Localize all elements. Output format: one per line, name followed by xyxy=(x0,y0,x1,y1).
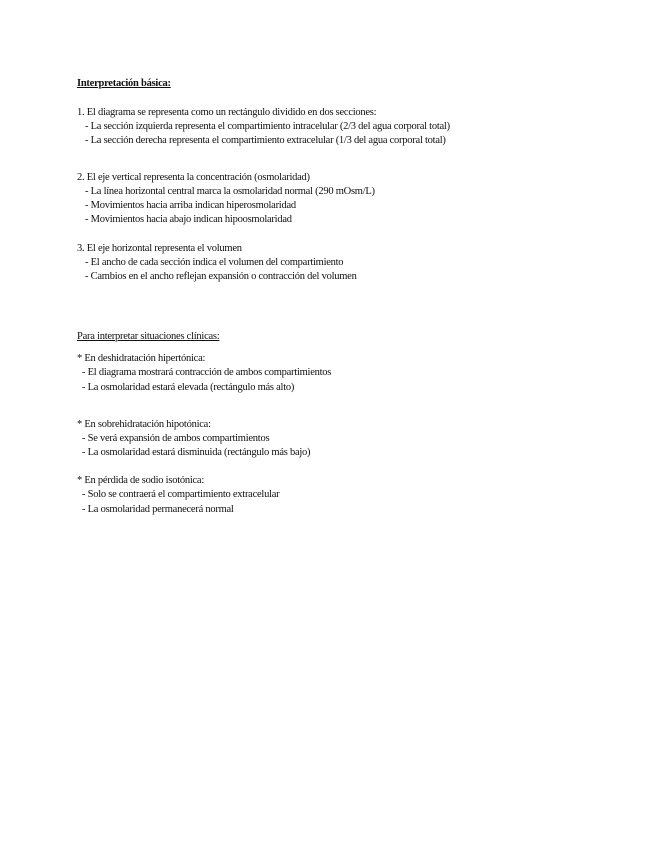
clinical-case-2-sub-2: - La osmolaridad estará disminuida (rectángulo más bajo) xyxy=(82,447,311,458)
clinical-case-2-sub-1: - Se verá expansión de ambos compartimientos xyxy=(82,433,270,444)
basic-item-2-sub-2: - Movimientos hacia arriba indican hiperosmolaridad xyxy=(85,200,296,211)
basic-item-3-sub-2: - Cambios en el ancho reflejan expansión o contracción del volumen xyxy=(85,271,357,282)
clinical-case-3-title: * En pérdida de sodio isotónica: xyxy=(77,475,205,486)
basic-item-1-sub-1: - La sección izquierda representa el compartimiento intracelular (2/3 del agua corporal total) xyxy=(85,121,450,132)
basic-item-1-sub-2: - La sección derecha representa el compartimiento extracelular (1/3 del agua corporal total) xyxy=(85,135,446,146)
basic-item-3-sub-1: - El ancho de cada sección indica el volumen del compartimiento xyxy=(85,257,344,268)
basic-heading: Interpretación básica: xyxy=(77,78,171,89)
clinical-case-1-sub-1: - El diagrama mostrará contracción de ambos compartimientos xyxy=(82,367,332,378)
clinical-case-1-title: * En deshidratación hipertónica: xyxy=(77,353,206,364)
basic-item-2-sub-3: - Movimientos hacia abajo indican hipoosmolaridad xyxy=(85,214,292,225)
clinical-case-1-sub-2: - La osmolaridad estará elevada (rectángulo más alto) xyxy=(82,382,295,393)
clinical-heading: Para interpretar situaciones clínicas: xyxy=(77,331,220,342)
clinical-case-2-title: * En sobrehidratación hipotónica: xyxy=(77,419,211,430)
clinical-case-3-sub-1: - Solo se contraerá el compartimiento extracelular xyxy=(82,489,280,500)
basic-item-2-sub-1: - La línea horizontal central marca la osmolaridad normal (290 mOsm/L) xyxy=(85,186,375,197)
basic-item-1-title: 1. El diagrama se representa como un rectángulo dividido en dos secciones: xyxy=(77,107,377,118)
clinical-case-3-sub-2: - La osmolaridad permanecerá normal xyxy=(82,504,234,515)
basic-item-2-title: 2. El eje vertical representa la concentración (osmolaridad) xyxy=(77,172,310,183)
basic-item-3-title: 3. El eje horizontal representa el volumen xyxy=(77,243,242,254)
